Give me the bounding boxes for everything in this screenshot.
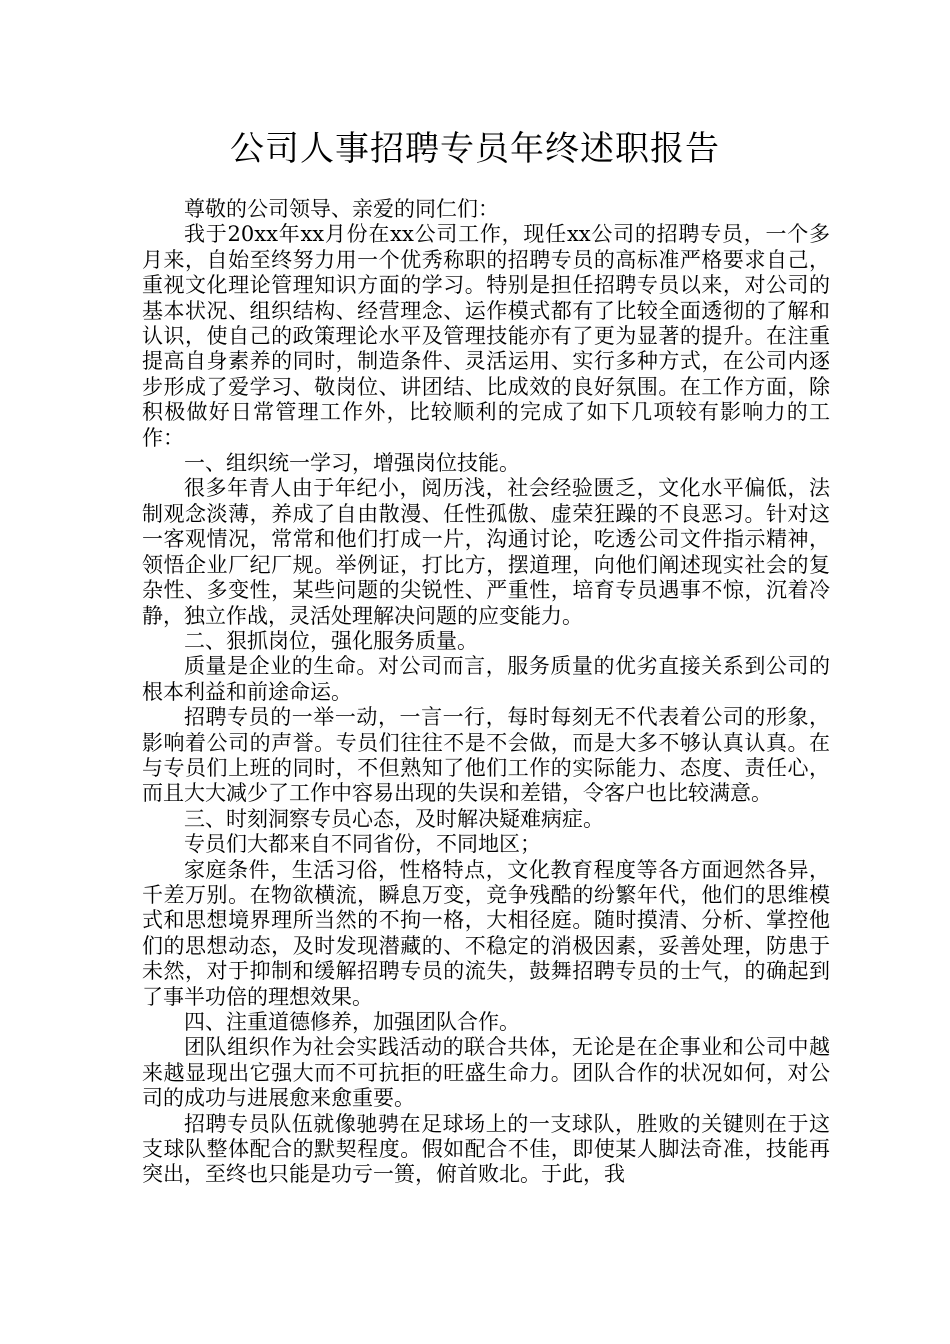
document-title: 公司人事招聘专员年终述职报告 [230, 129, 720, 169]
paragraph: 家庭条件，生活习俗，性格特点，文化教育程度等各方面迥然各异，千差万别。在物欲横流，瞬息万变，竞争残酷的纷繁年代，他们的思维模式和思想境界理所当然的不拘一格，大相径庭。随时摸清、分析、掌控他们的思想动态，及时发现潜藏的、不稳定的消极因素，妥善处理，防患于未然，对于抑制和缓解招聘专员的流失，鼓舞招聘专员的士气，的确起到了事半功倍的理想效果。 [142, 857, 830, 1009]
paragraph: 专员们大都来自不同省份，不同地区； [184, 832, 541, 857]
section-heading: 四、注重道德修养，加强团队合作。 [184, 1010, 520, 1034]
section-heading: 三、时刻洞察专员心态，及时解决疑难病症。 [184, 806, 604, 831]
paragraph: 招聘专员队伍就像驰骋在足球场上的一支球队，胜败的关键则在于这支球队整体配合的默契程度。假如配合不佳，即使某人脚法奇准，技能再突出，至终也只能是功亏一篑，俯首败北。于此，我 [142, 1111, 830, 1187]
paragraph: 很多年青人由于年纪小，阅历浅，社会经验匮乏，文化水平偏低，法制观念淡薄，养成了自由散漫、任性孤傲、虚荣狂躁的不良恶习。针对这一客观情况，常常和他们打成一片，沟通讨论，吃透公司文件指示精神，领悟企业厂纪厂规。举例证，打比方，摆道理，向他们阐述现实社会的复杂性、多变性，某些问题的尖锐性、严重性，培育专员遇事不惊，沉着冷静，独立作战，灵活处理解决问题的应变能力。 [142, 476, 830, 628]
paragraph: 招聘专员的一举一动，一言一行，每时每刻无不代表着公司的形象，影响着公司的声誉。专员们往往不是不会做，而是大多不够认真认真。在与专员们上班的同时，不但熟知了他们工作的实际能力、态度、责任心，而且大大减少了工作中容易出现的失误和差错，令客户也比较满意。 [142, 705, 830, 806]
paragraph-salutation: 尊敬的公司领导、亲爱的同仁们： [184, 197, 499, 221]
paragraph: 质量是企业的生命。对公司而言，服务质量的优劣直接关系到公司的根本利益和前途命运。 [142, 654, 830, 704]
document-body [142, 197, 830, 1188]
section-heading: 二、狠抓岗位，强化服务质量。 [184, 628, 478, 653]
section-heading: 一、组织统一学习，增强岗位技能。 [184, 451, 520, 476]
paragraph: 团队组织作为社会实践活动的联合共体，无论是在企事业和公司中越来越显现出它强大而不可抗拒的旺盛生命力。团队合作的状况如何，对公司的成功与进展愈来愈重要。 [142, 1035, 830, 1111]
paragraph: 我于20xx年xx月份在xx公司工作，现任xx公司的招聘专员，一个多月来，自始至终努力用一个优秀称职的招聘专员的高标准严格要求自己，重视文化理论管理知识方面的学习。特别是担任招聘专员以来，对公司的基本状况、组织结构、经营理念、运作模式都有了比较全面透彻的了解和认识，使自己的政策理论水平及管理技能亦有了更为显著的提升。在注重提高自身素养的同时，制造条件、灵活运用、实行多种方式，在公司内逐步形成了爱学习、敬岗位、讲团结、比成效的良好氛围。在工作方面，除积极做好日常管理工作外，比较顺利的完成了如下几项较有影响力的工作： [142, 222, 830, 450]
